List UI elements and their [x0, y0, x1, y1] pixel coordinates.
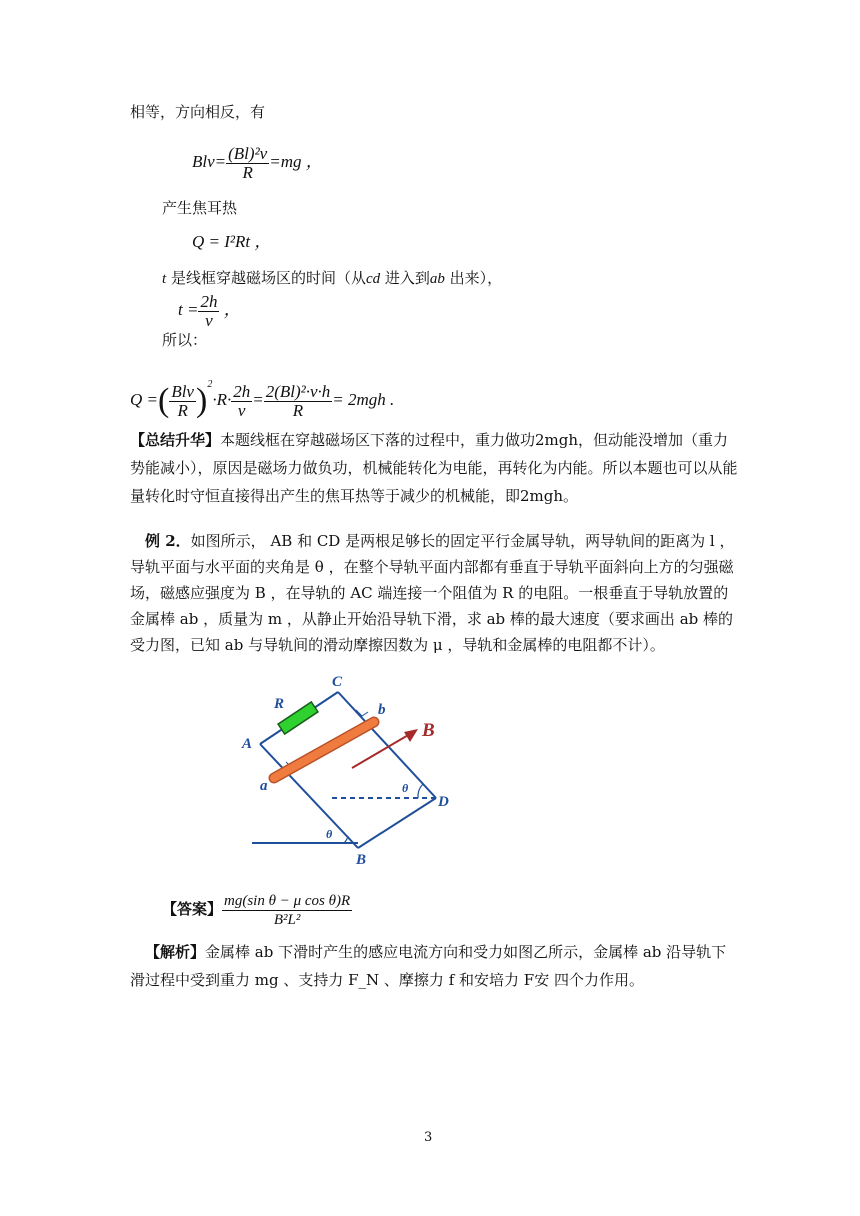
page-number: 3 — [424, 1130, 433, 1145]
eq1-fraction — [226, 145, 269, 182]
eq4-pnum: Blv — [171, 381, 194, 401]
summary-paragraph — [130, 426, 740, 510]
answer-line — [162, 888, 352, 930]
rail-cd — [338, 692, 436, 798]
line3-ab: ab — [429, 271, 445, 287]
example-tag: 例 2． — [145, 532, 191, 550]
resistor — [278, 702, 318, 734]
summary-text: 本题线框在穿越磁场区下落的过程中，重力做功2mgh，但动能没增加（重力势能减小），原因是磁场力做负功，机械能转化为电能，再转化为内能。所以本题也可以从能量转化时守恒直接得出产生的焦耳热等于减少的机械能，即2mgh。 — [130, 431, 738, 505]
text-line-4: 所以： — [162, 331, 208, 349]
eq3-den: v — [205, 310, 213, 330]
answer-fraction — [222, 892, 352, 929]
eq4-q: Q = — [130, 390, 158, 409]
eq4-mid: ·R· — [212, 390, 232, 409]
example-paragraph — [130, 528, 740, 658]
answer-tag: 【答案】 — [162, 900, 223, 918]
line3-text3: 出来）， — [444, 269, 503, 287]
analysis-text: 金属棒 ab 下滑时产生的感应电流方向和受力如图乙所示，金属棒 ab 沿导轨下滑过程中受到重力 mg 、支持力 F_N 、摩擦力 f 和安培力 F安 四个力作用。 — [130, 943, 727, 989]
eq3-num: 2h — [200, 291, 218, 311]
eq3-lhs: t = — [178, 300, 199, 319]
eq4-den3: R — [292, 400, 304, 420]
eq1-eq: = — [214, 152, 227, 171]
line3-t: t — [162, 271, 167, 287]
label-c: C — [332, 674, 343, 690]
equation-4: Q =( $\frac{\text{Blv}}{R}$ )$^2$·R· $\frac{2h}{v}$ = $\frac{\text{2(Bl)²·v·h}}{R}$ = 2mgh . — [130, 379, 395, 420]
rail-bd — [358, 798, 436, 848]
angle-arc-bottom — [344, 836, 348, 843]
answer-num: mg(sin θ − μ cos θ)R — [224, 892, 351, 909]
text-line-3 — [162, 268, 502, 289]
label-a-rod: a — [260, 778, 268, 794]
eq4-num2: 2h — [233, 381, 251, 401]
eq1-lhs: Blv — [192, 152, 215, 171]
eq1-den: R — [242, 162, 253, 182]
eq4-eq: = — [252, 390, 264, 409]
eq1-rhs: =mg ， — [269, 152, 323, 171]
label-b-field: B — [422, 720, 435, 741]
equation-3 — [178, 290, 241, 330]
analysis-paragraph — [130, 938, 740, 994]
eq3-fraction — [198, 293, 219, 330]
angle-arc-top — [418, 784, 423, 798]
summary-tag: 【总结升华】 — [130, 431, 221, 449]
eq4-den2: v — [237, 400, 246, 420]
eq4-num3: 2(Bl)²·v·h — [265, 381, 331, 401]
label-b-bottom: B — [356, 852, 367, 868]
analysis-tag: 【解析】 — [145, 943, 206, 961]
text-line-1: 相等，方向相反，有 — [130, 103, 266, 121]
eq1-num: (Bl)²v — [228, 143, 268, 163]
label-theta-top: θ — [402, 781, 409, 795]
eq4-pden: R — [177, 400, 188, 420]
line3-cd: cd — [365, 271, 381, 287]
text-line-2: 产生焦耳热 — [162, 199, 238, 217]
label-a-upper: A — [242, 736, 253, 752]
label-theta-bottom: θ — [326, 827, 333, 841]
answer-den: B²L² — [273, 911, 301, 928]
eq4-rhs: = 2mgh . — [332, 390, 395, 409]
eq3-tail: ， — [219, 300, 241, 319]
eq4-fraction-3 — [264, 383, 333, 420]
eq4-fraction-2 — [231, 383, 252, 420]
line3-text1: 是线框穿越磁场区的时间（从 — [166, 269, 366, 287]
line3-text2: 进入到 — [380, 269, 430, 287]
equation-2: Q = I²Rt ， — [192, 232, 272, 251]
label-d: D — [438, 794, 449, 810]
label-b-rod: b — [378, 702, 386, 718]
eq4-paren-fraction — [169, 383, 196, 420]
label-r: R — [274, 696, 285, 712]
example-text: 如图所示， AB 和 CD 是两根足够长的固定平行金属导轨，两导轨间的距离为 l ，导轨平面与水平面的夹角是 θ ，在整个导轨平面内部都有垂直于导轨平面斜向上方的匀强磁场，磁感应强度为 B ，在导轨的 AC 端连接一个阻值为 R 的电阻。一根垂直于导轨放置的金属棒 ab ，质量为 m ，从静止开始沿导轨下滑，求 ab 棒的最大速度（要求画出 ab 棒的受力图，已知 ab 与导轨间的滑动摩擦因数为 μ ，导轨和金属棒的电阻都不计）。 — [130, 532, 735, 654]
incline-rail-figure — [240, 670, 480, 870]
equation-1 — [192, 140, 323, 184]
